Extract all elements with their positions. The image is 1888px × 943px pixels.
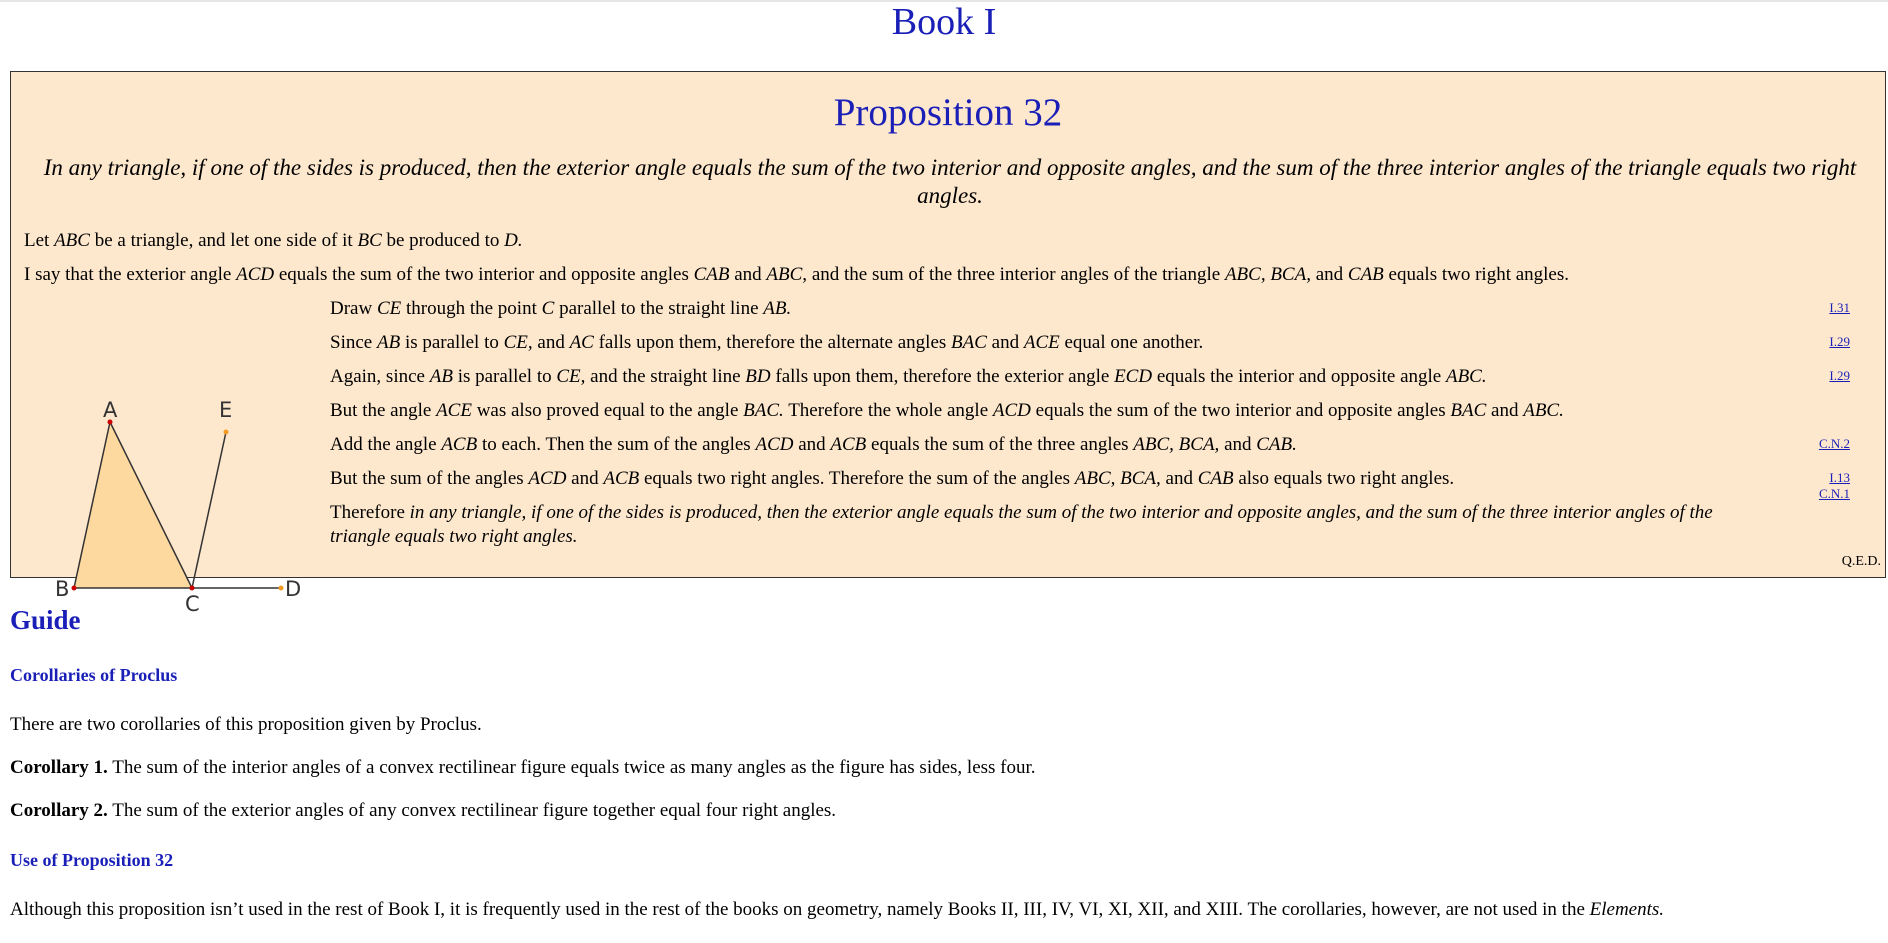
proof-step-6: But the sum of the angles ACD and ACB equals two right angles. Therefore the sum of the angles ABC, BCA, and CAB also equals two right angles. <box>330 468 1455 489</box>
proof-step-3: Again, since AB is parallel to CE, and the straight line BD falls upon them, therefore the exterior angle ECD equals the interior and opposite angle ABC. <box>330 366 1487 387</box>
ref-link-cn1[interactable]: C.N.1 <box>1818 486 1850 501</box>
qed-mark: Q.E.D. <box>1841 554 1881 569</box>
use-heading: Use of Proposition 32 <box>10 850 174 870</box>
point-e <box>224 430 229 435</box>
corollaries-intro: There are two corollaries of this proposition given by Proclus. <box>10 714 482 735</box>
enunciation: In any triangle, if one of the sides is produced, then the exterior angle equals the sum of the two interior and opposite angles, and the sum of the three interior angles of the triangle equals two right angles. <box>43 155 1857 208</box>
label-e: E <box>219 398 233 422</box>
label-b: B <box>55 577 70 601</box>
proposition-box <box>10 71 1886 615</box>
line-ce <box>192 432 226 588</box>
ref-link-i29[interactable]: I.29 <box>1829 368 1850 383</box>
label-c: C <box>185 592 200 615</box>
proof-step-4: But the angle ACE was also proved equal to the angle BAC. Therefore the whole angle ACD equals the sum of the two interior and opposite angles BAC and ABC. <box>330 400 1564 421</box>
ref-step-6 <box>1790 470 1850 502</box>
book-title: Book I <box>891 1 997 43</box>
ref-link-i31[interactable]: I.31 <box>1829 300 1850 315</box>
point-b <box>72 586 77 591</box>
claim-paragraph: I say that the exterior angle ACD equals the sum of the two interior and opposite angles CAB and ABC, and the sum of the three interior angles of the triangle ABC, BCA, and CAB equals two right angles. <box>24 264 1570 285</box>
proof-step-5: Add the angle ACB to each. Then the sum of the angles ACD and ACB equals the sum of the three angles ABC, BCA, and CAB. <box>330 434 1297 455</box>
ref-step-5 <box>1790 436 1850 452</box>
corollary-2: Corollary 2. The sum of the exterior angles of any convex rectilinear figure together equal four right angles. <box>10 800 837 821</box>
use-paragraph: Although this proposition isn’t used in the rest of Book I, it is frequently used in the rest of the books on geometry, namely Books II, III, IV, VI, XI, XII, and XIII. The corollaries, however, are not used in the Elements. <box>10 899 1665 920</box>
triangle-diagram <box>51 330 311 615</box>
proof-step-1: Draw CE through the point C parallel to the straight line AB. <box>330 298 792 319</box>
ref-step-3 <box>1790 368 1850 384</box>
point-d <box>279 586 284 591</box>
label-d: D <box>285 577 302 601</box>
ref-link-i29[interactable]: I.29 <box>1829 334 1850 349</box>
guide-heading: Guide <box>10 605 81 635</box>
proof-step-2: Since AB is parallel to CE, and AC falls upon them, therefore the alternate angles BAC and ACE equal one another. <box>330 332 1204 353</box>
ref-step-1 <box>1790 300 1850 316</box>
ref-link-i13[interactable]: I.13 <box>1829 470 1850 485</box>
setup-paragraph: Let ABC be a triangle, and let one side of it BC be produced to D. <box>24 230 523 251</box>
corollary-1: Corollary 1. The sum of the interior angles of a convex rectilinear figure equals twice as many angles as the figure has sides, less four. <box>10 757 1036 778</box>
proposition-title: Proposition 32 <box>833 91 1063 134</box>
ref-step-2 <box>1790 334 1850 350</box>
point-c <box>190 586 195 591</box>
label-a: A <box>103 398 118 422</box>
proof-conclusion: Therefore in any triangle, if one of the sides is produced, then the exterior angle equals the sum of the two interior and opposite angles, and the sum of the three interior angles of the triangle equals two right angles. <box>330 502 1713 547</box>
corollaries-heading: Corollaries of Proclus <box>10 665 178 685</box>
ref-link-cn2[interactable]: C.N.2 <box>1818 436 1850 451</box>
